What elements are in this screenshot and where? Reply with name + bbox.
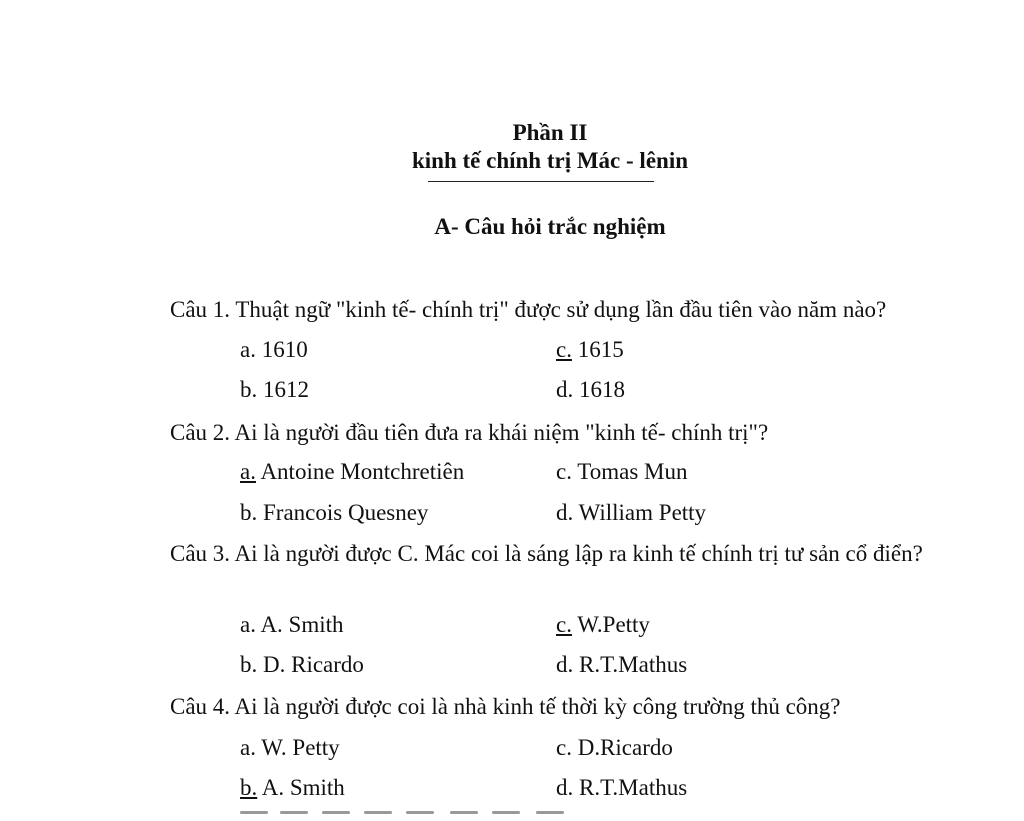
question-4-text: Câu 4. Ai là người được coi là nhà kinh tế thời kỳ công trường thủ công? <box>170 694 841 719</box>
option-text: 1612 <box>257 377 309 402</box>
option-4a <box>240 735 340 761</box>
option-letter: c. <box>556 612 572 637</box>
option-text: Francois Quesney <box>257 500 429 525</box>
option-text: Antoine Montchretiên <box>255 459 465 484</box>
option-3b <box>240 652 364 678</box>
option-letter: a. <box>240 337 256 362</box>
option-text: A. Smith <box>255 612 344 637</box>
option-1b <box>240 377 309 403</box>
option-letter: d. <box>556 775 574 800</box>
option-text: R.T.Mathus <box>573 775 688 800</box>
cutoff-text-line <box>240 811 600 821</box>
option-1a <box>240 337 308 363</box>
option-1c <box>556 337 624 363</box>
option-text: 1615 <box>571 337 624 362</box>
option-4d <box>556 775 687 801</box>
part-heading: Phần II <box>512 120 588 145</box>
option-text: D. Ricardo <box>257 652 364 677</box>
option-3a <box>240 612 344 638</box>
option-letter: c. <box>556 735 572 760</box>
option-text: A. Smith <box>257 775 345 800</box>
heading-divider <box>428 181 654 182</box>
option-text: R.T.Mathus <box>573 652 688 677</box>
option-text: 1618 <box>573 377 625 402</box>
option-3c <box>556 612 650 638</box>
option-letter: a. <box>240 612 256 637</box>
option-letter: b. <box>240 652 258 677</box>
option-text: W. Petty <box>255 735 340 760</box>
option-letter: b. <box>240 775 258 800</box>
question-1-text: Câu 1. Thuật ngữ "kinh tế- chính trị" được sử dụng lần đầu tiên vào năm nào? <box>170 297 887 322</box>
option-letter: d. <box>556 500 574 525</box>
option-letter: b. <box>240 377 258 402</box>
option-text: William Petty <box>573 500 707 525</box>
option-text: 1610 <box>255 337 308 362</box>
option-4c <box>556 735 673 761</box>
option-2a <box>240 459 464 485</box>
option-letter: a. <box>240 735 256 760</box>
option-text: D.Ricardo <box>571 735 673 760</box>
option-2c <box>556 459 688 485</box>
option-letter: d. <box>556 652 574 677</box>
option-letter: b. <box>240 500 258 525</box>
option-2d <box>556 500 706 526</box>
question-3-text: Câu 3. Ai là người được C. Mác coi là sáng lập ra kinh tế chính trị tư sản cổ điển? <box>170 541 923 566</box>
option-letter: c. <box>556 459 572 484</box>
option-letter: c. <box>556 337 572 362</box>
option-text: Tomas Mun <box>571 459 688 484</box>
option-letter: a. <box>240 459 256 484</box>
section-heading: A- Câu hỏi trắc nghiệm <box>434 214 666 239</box>
option-letter: d. <box>556 377 574 402</box>
subject-heading: kinh tế chính trị Mác - lênin <box>411 148 688 173</box>
option-2b <box>240 500 428 526</box>
option-4b <box>240 775 345 801</box>
option-text: W.Petty <box>571 612 650 637</box>
option-3d <box>556 652 687 678</box>
question-2-text: Câu 2. Ai là người đầu tiên đưa ra khái niệm "kinh tế- chính trị"? <box>170 420 769 445</box>
option-1d <box>556 377 625 403</box>
